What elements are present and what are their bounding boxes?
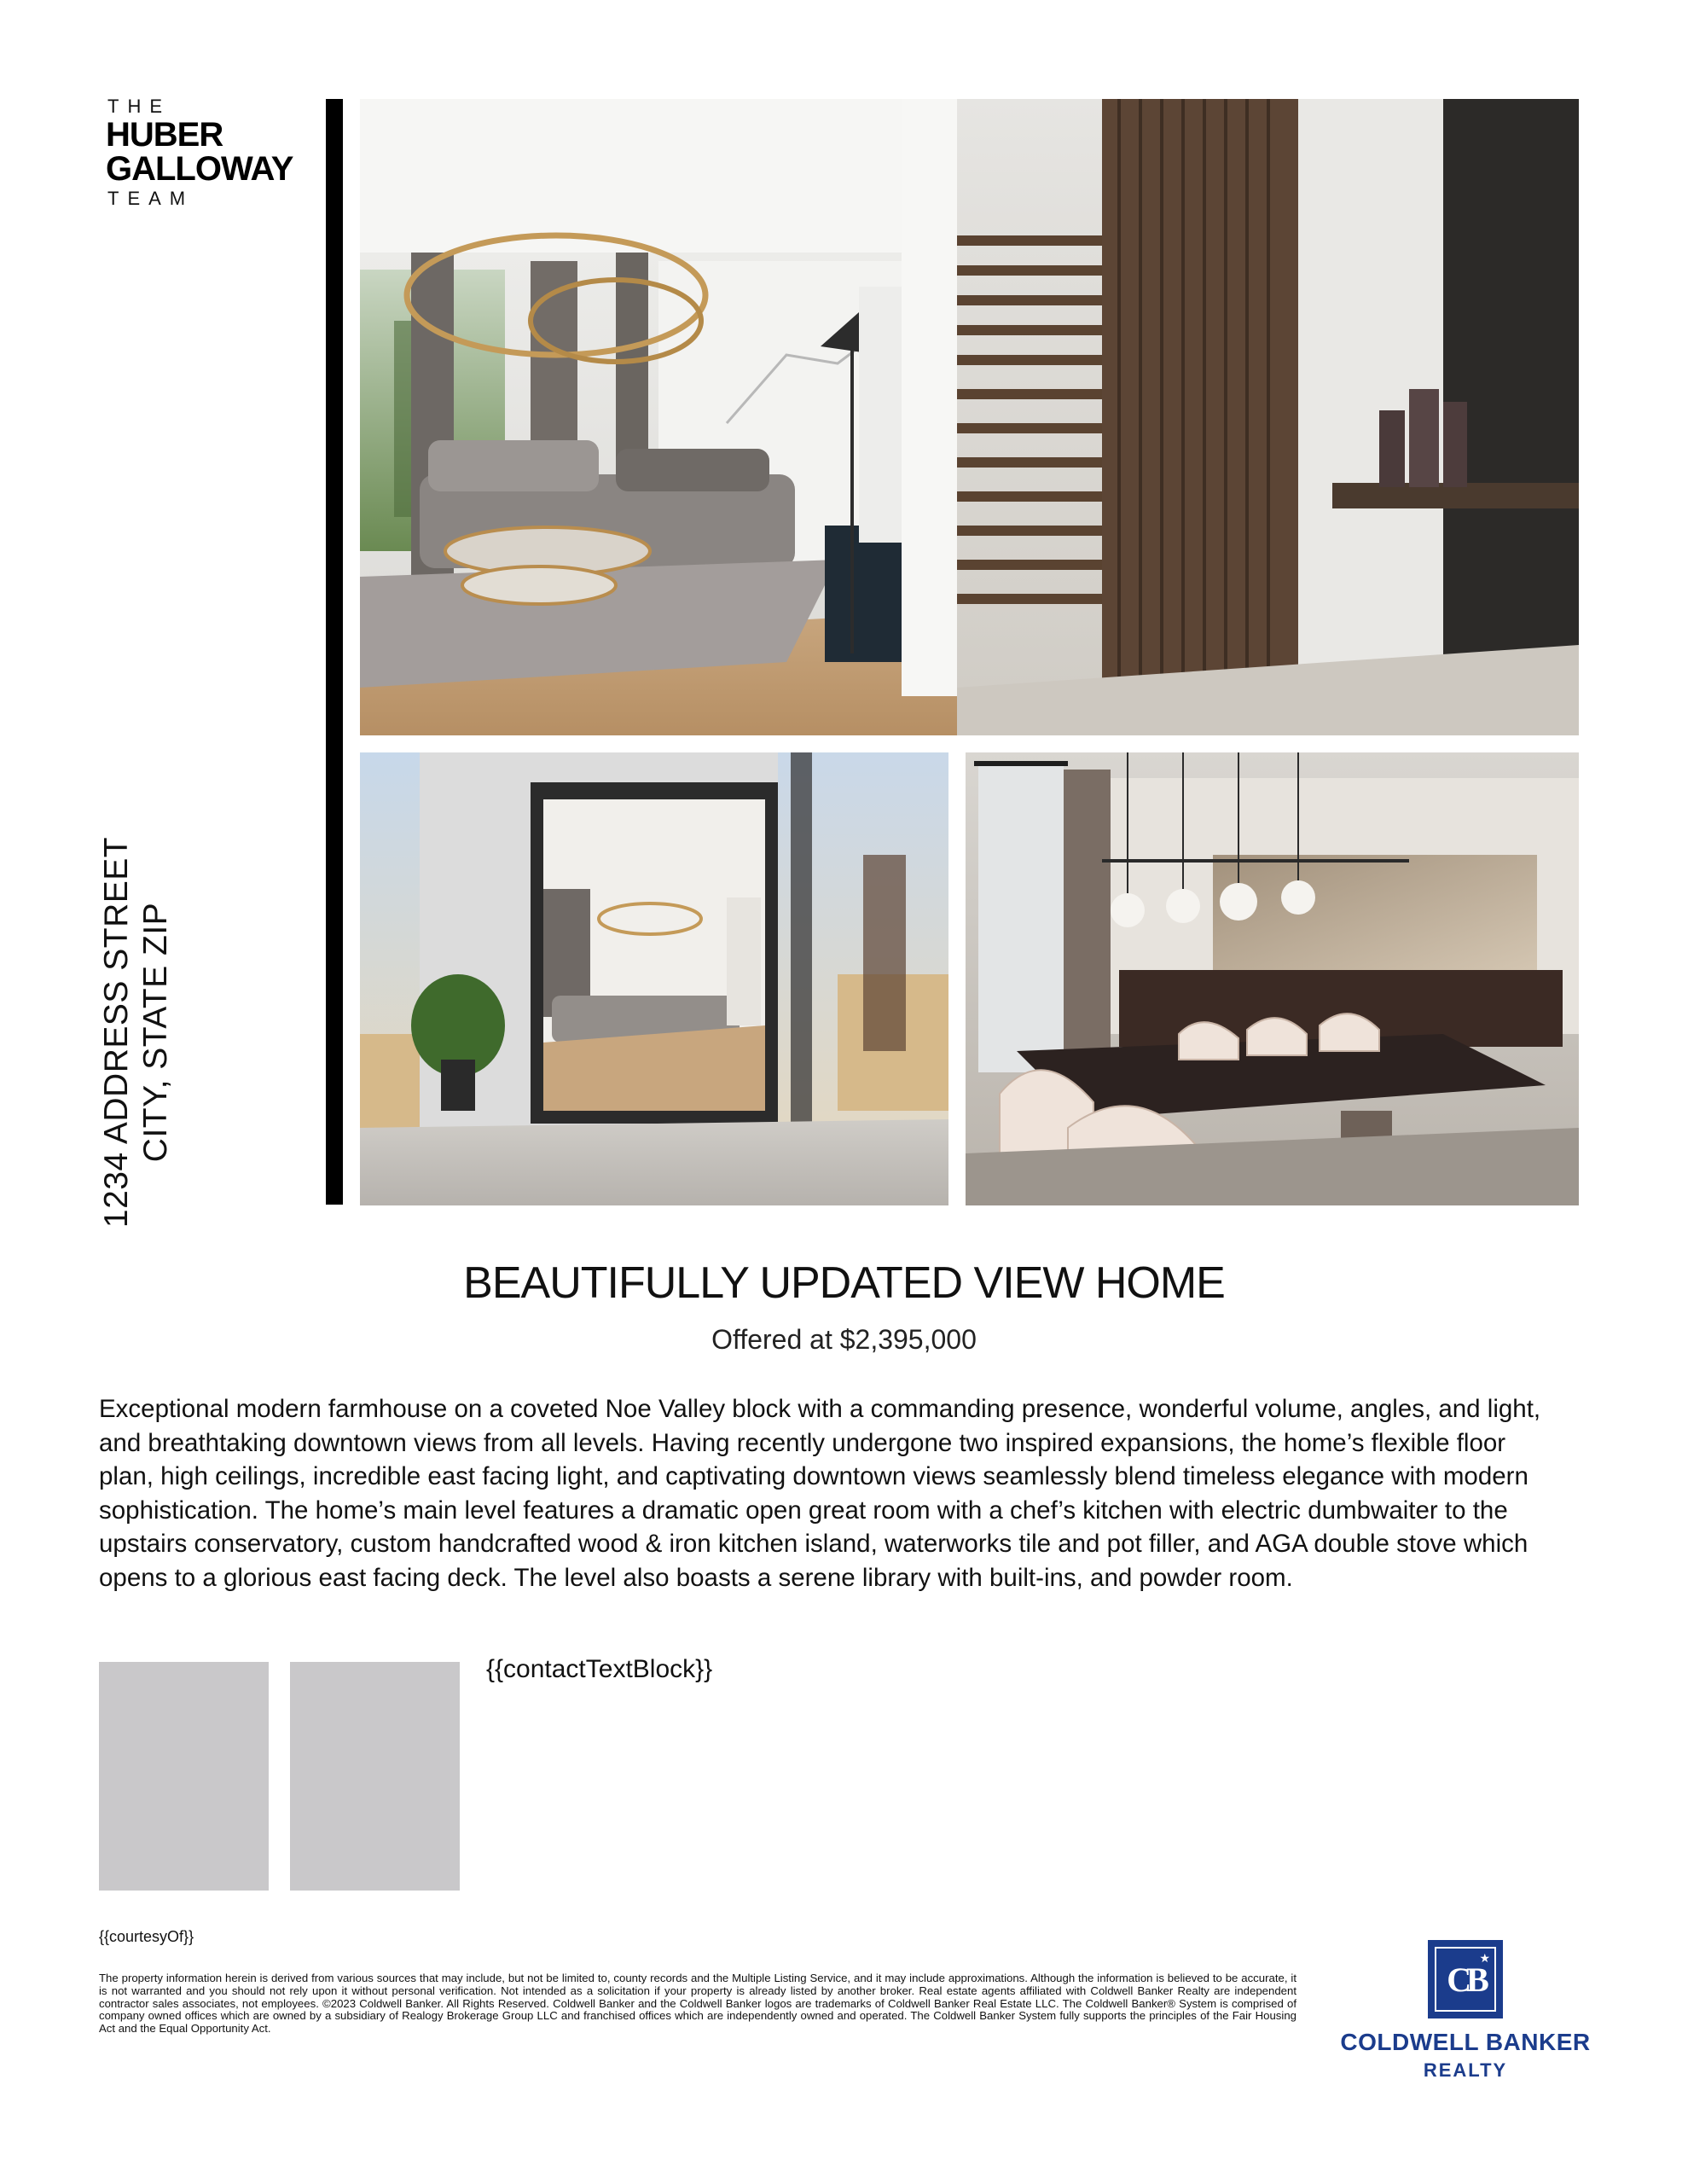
listing-description: Exceptional modern farmhouse on a coveted Noe Valley block with a commanding presence, wonderful volume, angles, and light, and breathtaking downtown views from all levels. Having recently undergone two inspired expansions, the home’s flexible floor plan, high ceilings, incredible east facing light, and captivating downtown views seamlessly blend timeless elegance with modern sophistication. The home’s main level features a dramatic open great room with a chef’s kitchen with electric dumbwaiter to the upstairs conservatory, custom handcrafted wood & iron kitchen island, waterworks tile and pot filler, and AGA double stove which opens to a glorious east facing deck. The level also boasts a serene library with built-ins, and powder room. — [99, 1395, 1541, 1592]
team-logo — [106, 96, 328, 209]
logo-team: TEAM — [107, 188, 194, 209]
agent-photo-placeholder-1 — [99, 1662, 269, 1891]
coldwell-banker-logo-mark — [1428, 1940, 1503, 2018]
dining-kitchen-photo — [966, 752, 1579, 1205]
cb-mark-text: CB — [1447, 1960, 1484, 1999]
star-icon: ★ — [1479, 1951, 1490, 1965]
listing-headline: BEAUTIFULLY UPDATED VIEW HOME — [463, 1258, 1225, 1308]
logo-line-2: GALLOWAY — [106, 150, 293, 188]
property-address — [85, 802, 188, 1263]
agent-photo-placeholder-2 — [290, 1662, 460, 1891]
legal-disclaimer: The property information herein is derived from various sources that may include, but not be limited to, county records and the Multiple Listing Service, and it may include approximations. Although the information is believed to be accurate, it is not warranted and you should not rely upon it without personal verification. Not intended as a solicitation if your property is already listed by another broker. Real estate agents affiliated with Coldwell Banker Realty are independent contractor sales associates, not employees. ©2023 Coldwell Banker. All Rights Reserved. Coldwell Banker and the Coldwell Banker logos are trademarks of Coldwell Banker Real Estate LLC. The Coldwell Banker® System is comprised of company owned offices which are owned by a subsidiary of Realogy Brokerage Group LLC and franchised offices which are independently owned and operated. The Coldwell Banker System fully supports the principles of the Fair Housing Act and the Equal Opportunity Act. — [99, 1972, 1296, 2036]
logo-line-1: HUBER — [106, 116, 223, 154]
accent-bar — [326, 99, 343, 1205]
courtesy-of: {{courtesyOf}} — [99, 1928, 194, 1945]
living-room-and-staircase-photo — [360, 99, 1579, 735]
brokerage-name: COLDWELL BANKER — [1340, 2029, 1591, 2055]
brokerage-subname: REALTY — [1423, 2059, 1508, 2081]
address-street: 1234 ADDRESS STREET — [98, 836, 135, 1228]
address-city-state-zip: CITY, STATE ZIP — [137, 902, 174, 1163]
contact-text-block: {{contactTextBlock}} — [486, 1655, 713, 1683]
entry-view-photo — [360, 752, 948, 1205]
logo-the: THE — [107, 96, 171, 117]
listing-price: Offered at $2,395,000 — [711, 1324, 977, 1355]
